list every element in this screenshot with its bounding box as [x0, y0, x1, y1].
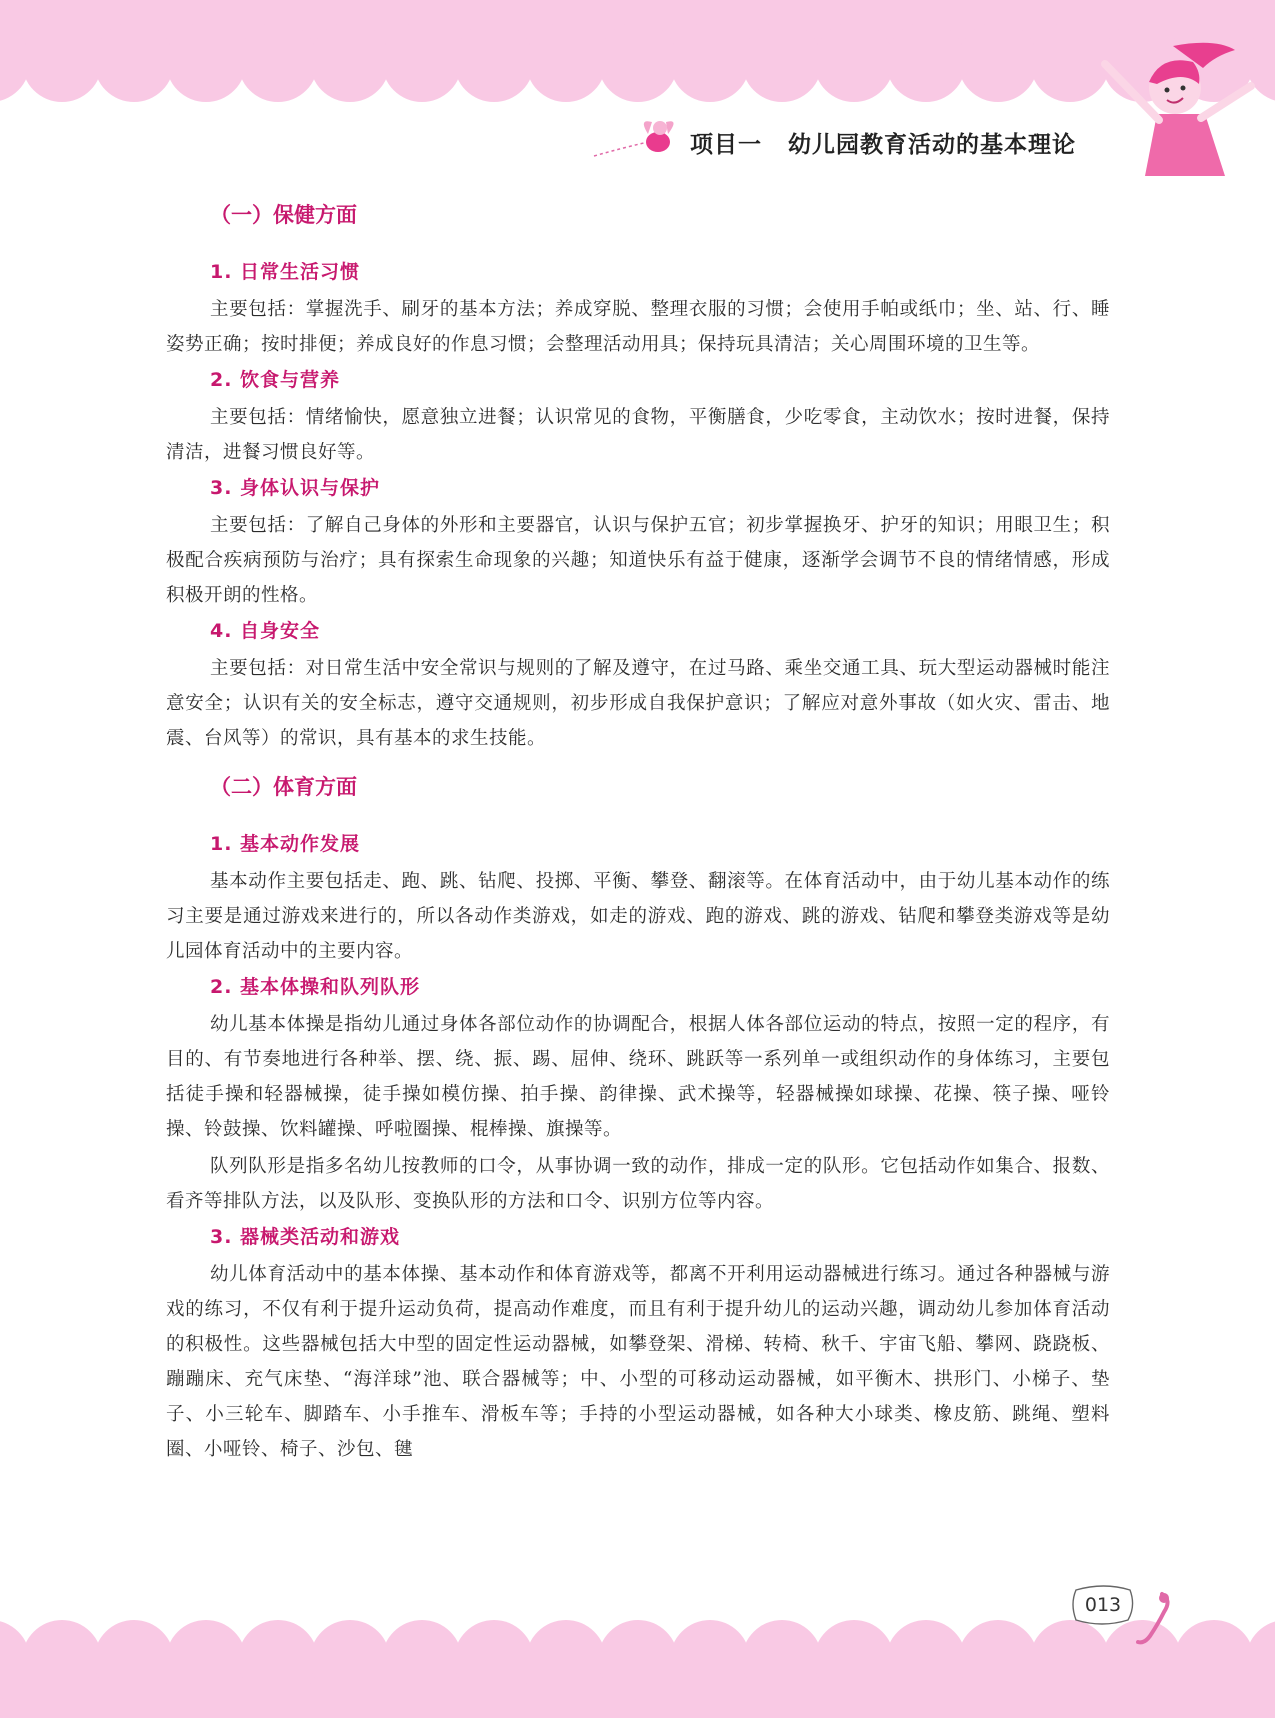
paragraph: 主要包括：情绪愉快，愿意独立进餐；认识常见的食物，平衡膳食，少吃零食，主动饮水；按时进餐，保持清洁，进餐习惯良好等。	[166, 407, 1110, 463]
paragraph: 主要包括：了解自己身体的外形和主要器官，认识与保护五官；初步掌握换牙、护牙的知识；用眼卫生；积极配合疾病预防与治疗；具有探索生命现象的兴趣；知道快乐有益于健康，逐渐学会调节不良的情绪情感，形成积极开朗的性格。	[166, 515, 1110, 606]
paragraph: 主要包括：掌握洗手、刷牙的基本方法；养成穿脱、整理衣服的习惯；会使用手帕或纸巾；坐、站、行、睡姿势正确；按时排便；养成良好的作息习惯；会整理活动用具；保持玩具清洁；关心周围环境的卫生等。	[166, 299, 1110, 355]
subsection-title: 1. 基本动作发展	[210, 833, 361, 855]
paragraph: 基本动作主要包括走、跑、跳、钻爬、投掷、平衡、攀登、翻滚等。在体育活动中，由于幼儿基本动作的练习主要是通过游戏来进行的，所以各动作类游戏，如走的游戏、跑的游戏、跳的游戏、钻爬和攀登类游戏等是幼儿园体育活动中的主要内容。	[166, 871, 1110, 962]
section-title-health: （一）保健方面	[210, 203, 357, 227]
girl-illustration-icon	[1075, 40, 1265, 180]
subsection-title: 3. 器械类活动和游戏	[210, 1226, 401, 1248]
section-title-sports: （二）体育方面	[210, 775, 357, 799]
paragraph: 幼儿基本体操是指幼儿通过身体各部位动作的协调配合，根据人体各部位运动的特点，按照一定的程序，有目的、有节奏地进行各种举、摆、绕、振、踢、屈伸、绕环、跳跃等一系列单一或组织动作的身体练习，主要包括徒手操和轻器械操，徒手操如模仿操、拍手操、韵律操、武术操等，轻器械操如球操、花操、筷子操、哑铃操、铃鼓操、饮料罐操、呼啦圈操、棍棒操、旗操等。	[166, 1014, 1110, 1140]
page-content	[166, 200, 1110, 1469]
project-title: 幼儿园教育活动的基本理论	[788, 132, 1076, 158]
subsection-title: 2. 饮食与营养	[210, 369, 341, 391]
paragraph: 幼儿体育活动中的基本体操、基本动作和体育游戏等，都离不开利用运动器械进行练习。通过各种器械与游戏的练习，不仅有利于提升运动负荷，提高动作难度，而且有利于提升幼儿的运动兴趣，调动幼儿参加体育活动的积极性。这些器械包括大中型的固定性运动器械，如攀登架、滑梯、转椅、秋千、宇宙飞船、攀网、跷跷板、蹦蹦床、充气床垫、“海洋球”池、联合器械等；中、小型的可移动运动器械，如平衡木、拱形门、小梯子、垫子、小三轮车、脚踏车、小手推车、滑板车等；手持的小型运动器械，如各种大小球类、橡皮筋、跳绳、塑料圈、小哑铃、椅子、沙包、毽	[166, 1264, 1110, 1460]
subsection-title: 4. 自身安全	[210, 620, 321, 642]
page-header-title	[690, 126, 1076, 159]
paragraph: 队列队形是指多名幼儿按教师的口令，从事协调一致的动作，排成一定的队形。它包括动作如集合、报数、看齐等排队方法，以及队形、变换队形的方法和口令、识别方位等内容。	[166, 1156, 1110, 1212]
subsection-title: 2. 基本体操和队列队形	[210, 976, 421, 998]
subsection-title: 3. 身体认识与保护	[210, 477, 381, 499]
bird-decoration-icon	[1132, 1590, 1176, 1650]
paragraph: 主要包括：对日常生活中安全常识与规则的了解及遵守，在过马路、乘坐交通工具、玩大型运动器械时能注意安全；认识有关的安全标志，遵守交通规则，初步形成自我保护意识；了解应对意外事故（如火灾、雷击、地震、台风等）的常识，具有基本的求生技能。	[166, 658, 1110, 749]
subsection-title: 1. 日常生活习惯	[210, 261, 361, 283]
project-label: 项目一	[690, 132, 762, 158]
page-number: 013	[1084, 1594, 1122, 1616]
bottom-scallop-band	[0, 1618, 1275, 1718]
fairy-illustration-icon	[592, 112, 682, 168]
